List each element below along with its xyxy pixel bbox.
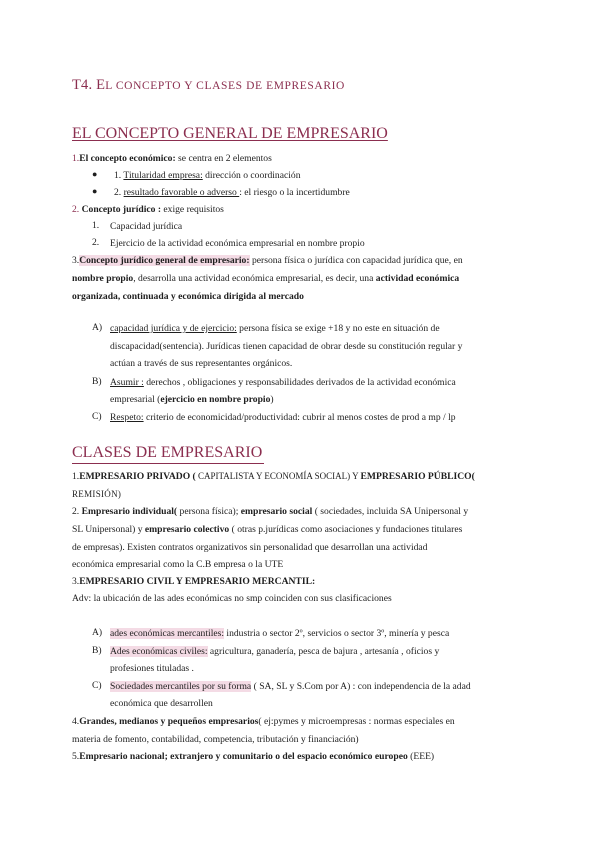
letter-marker: C) <box>92 680 102 691</box>
item-text: ( SA, SL y S.Com por A) : con independencia de la adad <box>251 681 471 692</box>
clase-item-3 <box>72 575 315 588</box>
item-text: criterio de economicidad/productividad: cubrir al menos costes de prod a mp / lp <box>143 412 456 423</box>
bold-term: Concepto jurídico : <box>79 204 162 215</box>
bullet-text: dirección o coordinación <box>202 170 301 181</box>
lettered-item <box>110 411 456 424</box>
paragraph-number: 1. <box>72 153 80 164</box>
bullet-item <box>114 186 350 199</box>
paragraph-text: exige requisitos <box>161 204 224 215</box>
paragraph-line <box>72 523 462 536</box>
clase-item-1 <box>72 470 475 483</box>
bold-term: Empresario individual( <box>79 506 178 517</box>
underlined-term: Asumir : <box>110 377 144 388</box>
section-heading-concepto: EL CONCEPTO GENERAL DE EMPRESARIO <box>72 125 388 142</box>
letter-marker: B) <box>92 376 102 387</box>
section-heading-clases: CLASES DE EMPRESARIO <box>72 444 263 461</box>
lettered-item <box>110 376 456 389</box>
document-title <box>72 77 345 94</box>
letter-marker: A) <box>92 322 103 333</box>
item-text: ) <box>270 394 274 405</box>
lettered-item-line: profesiones tituladas . <box>110 663 194 674</box>
paragraph-line <box>72 290 304 303</box>
paragraph-concepto-juridico <box>72 203 224 216</box>
paragraph-line: de empresas). Existen contratos organizativos sin personalidad que desarrollan una actividad <box>72 542 428 553</box>
lettered-item <box>110 680 471 693</box>
item-text: industria o sector 2º, servicios o sector 3º, minería y pesca <box>224 628 450 639</box>
paragraph-text: se centra en 2 elementos <box>175 153 272 164</box>
underlined-term: capacidad jurídica y de ejercicio: <box>110 323 237 334</box>
paragraph-text: ( otras p.jurídicas como asociaciones y fundaciones titulares <box>229 524 463 535</box>
list-item: Capacidad jurídica <box>110 221 183 232</box>
paragraph-number: 2. <box>72 204 80 215</box>
highlighted-term: ades económicas mercantiles: <box>110 628 225 639</box>
bold-term: El concepto económico: <box>79 153 176 164</box>
bullet-number: 1. <box>114 170 124 181</box>
paragraph-number: 4. <box>72 716 80 727</box>
underlined-term: Titularidad empresa: <box>123 170 203 181</box>
bold-term: Empresario nacional; extranjero y comunitario o del espacio económico europeo <box>79 751 408 762</box>
bullet-item <box>114 169 301 182</box>
bullet-icon: ● <box>92 186 98 196</box>
underlined-term: Respeto: <box>110 412 144 423</box>
paragraph-concepto-general <box>72 254 463 267</box>
lettered-item <box>110 627 449 640</box>
item-text: derechos , obligaciones y responsabilidades derivados de la actividad económica <box>143 377 456 388</box>
underlined-term: resultado favorable o adverso <box>123 187 240 198</box>
paragraph-text: persona física o jurídica con capacidad jurídica que, en <box>249 255 463 266</box>
clase-item-2 <box>72 505 468 518</box>
bold-term: nombre propio <box>72 273 134 284</box>
letter-marker: B) <box>92 645 102 656</box>
paragraph-number: 2. <box>72 506 80 517</box>
bold-term: EMPRESARIO CIVIL Y EMPRESARIO MERCANTIL: <box>79 576 316 587</box>
lettered-item <box>110 645 439 658</box>
bold-term: empresario colectivo <box>144 524 230 535</box>
bullet-number: 2. <box>114 187 124 198</box>
paragraph-number: 3. <box>72 576 80 587</box>
paragraph-number: 5. <box>72 751 80 762</box>
bold-term: Concepto jurídico general de empresario: <box>79 255 250 266</box>
lettered-item-line <box>110 393 274 406</box>
paragraph-text: ( sociedades, incluida SA Unipersonal y <box>312 506 469 517</box>
clase-item-4 <box>72 715 455 728</box>
list-marker: 2. <box>92 237 100 248</box>
paragraph-text: , desarrolla una actividad económica empresarial, es decir, una <box>133 273 376 284</box>
paragraph-text: ( ej:pymes y microempresas : normas especiales en <box>258 716 455 727</box>
paragraph-line <box>72 272 459 285</box>
paragraph-text: CAPITALISTA Y ECONOMÍA SOCIAL) Y <box>195 471 361 481</box>
lettered-item <box>110 322 440 335</box>
clase-item-5 <box>72 750 434 763</box>
bold-term: organizada, continuada y económica dirigida al mercado <box>72 291 304 302</box>
paragraph-line: económica empresarial como la C.B empresa o la UTE <box>72 559 284 570</box>
paragraph-line: Adv: la ubicación de las ades económicas no smp coinciden con sus clasificaciones <box>72 593 392 604</box>
item-text: agricultura, ganadería, pesca de bajura , artesanía , oficios y <box>207 646 440 657</box>
paragraph-number: 1. <box>72 471 80 482</box>
list-item: Ejercicio de la actividad económica empresarial en nombre propio <box>110 238 365 249</box>
lettered-item-line: actúan a través de sus representantes orgánicos. <box>110 358 293 369</box>
list-marker: 1. <box>92 220 100 231</box>
item-text: empresarial ( <box>110 394 161 405</box>
item-text: persona física se exige +18 y no este en situación de <box>236 323 440 334</box>
bold-term: ejercicio en nombre propio <box>160 394 271 405</box>
bullet-icon: ● <box>92 169 98 179</box>
paragraph-line: materia de fomento, contabilidad, competencia, tributación y financiación) <box>72 734 359 745</box>
letter-marker: C) <box>92 411 102 422</box>
paragraph-text: persona física); <box>177 506 241 517</box>
paragraph-text: (EEE) <box>407 751 435 762</box>
bold-term: actividad económica <box>375 273 460 284</box>
bold-term: EMPRESARIO PRIVADO ( <box>79 471 196 482</box>
highlighted-term: Sociedades mercantiles por su forma <box>110 681 252 692</box>
paragraph-line: REMISIÓN) <box>72 489 122 499</box>
bold-term: EMPRESARIO PÚBLICO( <box>360 471 475 482</box>
bold-term: empresario social <box>240 506 313 517</box>
paragraph-concepto-economico <box>72 152 272 165</box>
title-prefix: T4. E <box>72 77 106 93</box>
paragraph-number: 3. <box>72 255 80 266</box>
title-rest: L CONCEPTO Y CLASES DE EMPRESARIO <box>105 80 345 92</box>
paragraph-text: SL Unipersonal) y <box>72 524 145 535</box>
lettered-item-line: económica que desarrollen <box>110 698 213 709</box>
lettered-item-line: discapacidad(sentencia). Jurídicas tienen capacidad de obrar desde su constitución regular y <box>110 341 463 352</box>
bullet-text: : el riesgo o la incertidumbre <box>239 187 350 198</box>
bold-term: Grandes, medianos y pequeños empresarios <box>79 716 259 727</box>
letter-marker: A) <box>92 627 103 638</box>
highlighted-term: Ades económicas civiles: <box>110 646 208 657</box>
